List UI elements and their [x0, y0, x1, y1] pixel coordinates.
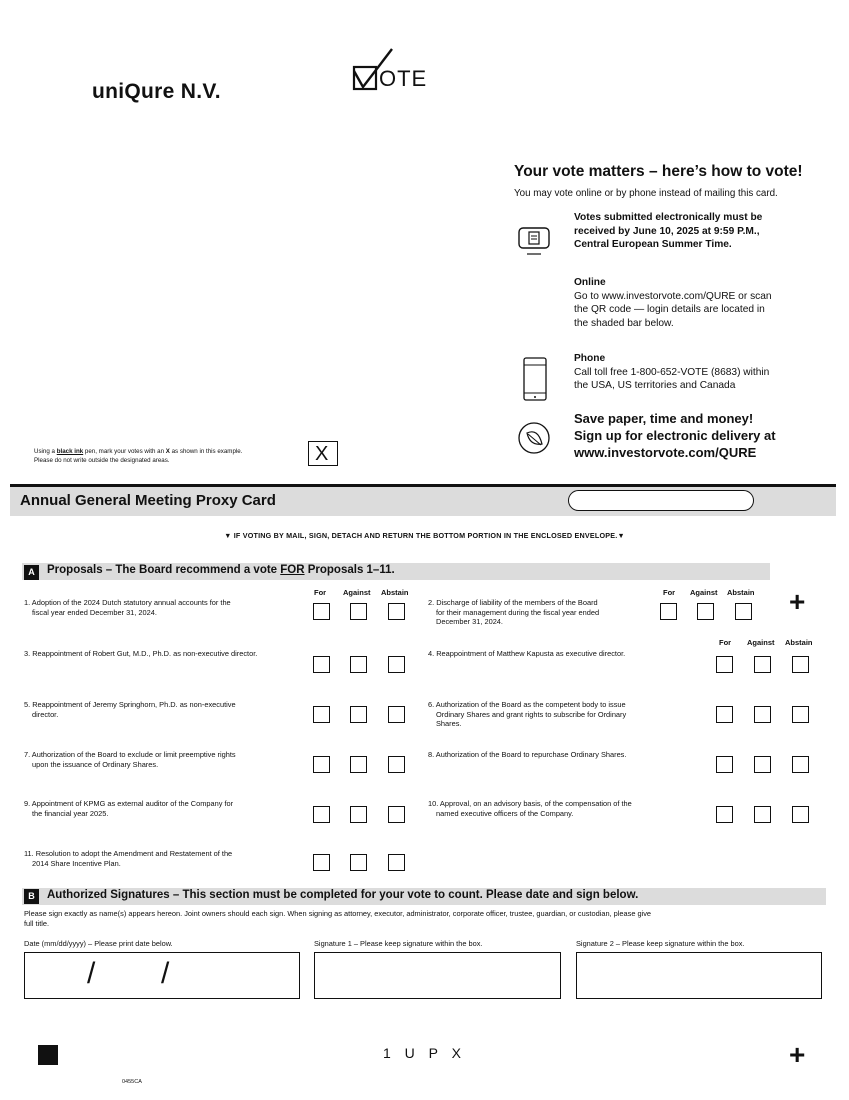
marking-instructions: Using a black ink pen, mark your votes with an X as shown in this example. Please do not write outside the designated areas. — [34, 448, 304, 465]
company-name: uniQure N.V. — [92, 80, 221, 103]
proposal-5: 5. Reappointment of Jeremy Springhorn, Ph.D. as non-executive director. — [24, 700, 236, 719]
vote-info-title: Your vote matters – here’s how to vote! — [514, 163, 803, 180]
col-against: Against — [690, 588, 718, 597]
vote-logo-text: OTE — [379, 66, 428, 91]
proposal-11-against-checkbox[interactable] — [350, 854, 367, 871]
proposal-6: 6. Authorization of the Board as the competent body to issue Ordinary Shares and grant rights to subscribe for Ordinary Shares. — [428, 700, 627, 728]
online-heading: Online — [574, 277, 606, 288]
deadline-notice — [574, 211, 824, 252]
proposal-2-against-checkbox[interactable] — [697, 603, 714, 620]
proposal-3-against-checkbox[interactable] — [350, 656, 367, 673]
proposal-10: 10. Approval, on an advisory basis, of the compensation of the named executive officers of the Company. — [428, 799, 632, 818]
proposal-7: 7. Authorization of the Board to exclude or limit preemptive rights upon the issuance of Ordinary Shares. — [24, 750, 236, 769]
proposal-6-abstain-checkbox[interactable] — [792, 706, 809, 723]
proposal-9-abstain-checkbox[interactable] — [388, 806, 405, 823]
proposal-8-against-checkbox[interactable] — [754, 756, 771, 773]
proposal-5-abstain-checkbox[interactable] — [388, 706, 405, 723]
proposal-9-for-checkbox[interactable] — [313, 806, 330, 823]
proposal-2-abstain-checkbox[interactable] — [735, 603, 752, 620]
signature-2-box[interactable] — [576, 952, 822, 999]
date-separator: / — [161, 957, 170, 990]
proposal-8: 8. Authorization of the Board to repurchase Ordinary Shares. — [428, 750, 627, 759]
proposal-6-against-checkbox[interactable] — [754, 706, 771, 723]
col-for: For — [719, 638, 732, 647]
proposal-7-for-checkbox[interactable] — [313, 756, 330, 773]
proposal-10-abstain-checkbox[interactable] — [792, 806, 809, 823]
date-separator: / — [87, 957, 96, 990]
online-line: the shaded bar below. — [574, 317, 674, 329]
save-line: Save paper, time and money! — [574, 411, 754, 426]
form-id: 0455CA — [122, 1079, 142, 1085]
signature-1-box[interactable] — [314, 952, 561, 999]
proposal-1-abstain-checkbox[interactable] — [388, 603, 405, 620]
fold-notice: ▼ IF VOTING BY MAIL, SIGN, DETACH AND RETURN THE BOTTOM PORTION IN THE ENCLOSED ENVELOPE.▼ — [224, 531, 625, 540]
marking-instructions-line2: Please do not write outside the designated areas. — [34, 456, 170, 464]
proposal-7-against-checkbox[interactable] — [350, 756, 367, 773]
signature-instructions: Please sign exactly as name(s) appears hereon. Joint owners should each sign. When signing as attorney, executor, administrator, corporate officer, trustee, guardian, or custodian, please give full title. — [24, 909, 652, 928]
col-for: For — [314, 588, 327, 597]
signature-2-label: Signature 2 – Please keep signature within the box. — [576, 939, 745, 948]
section-b-title: Authorized Signatures – This section must be completed for your vote to count. Please date and sign below. — [47, 889, 639, 901]
proposal-4-for-checkbox[interactable] — [716, 656, 733, 673]
section-a-letter: A — [24, 565, 39, 580]
deadline-line: Votes submitted electronically must be — [574, 212, 763, 223]
plus-icon: + — [789, 1039, 806, 1070]
proposal-5-for-checkbox[interactable] — [313, 706, 330, 723]
proposal-3-abstain-checkbox[interactable] — [388, 656, 405, 673]
proposal-9-against-checkbox[interactable] — [350, 806, 367, 823]
proposal-1-against-checkbox[interactable] — [350, 603, 367, 620]
deadline-line: received by June 10, 2025 at 9:59 P.M., — [574, 225, 760, 237]
proposal-1: 1. Adoption of the 2024 Dutch statutory annual accounts for the fiscal year ended December 31, 2024. — [24, 598, 231, 617]
computer-icon — [516, 222, 552, 258]
online-instructions — [574, 276, 824, 330]
proposal-11-abstain-checkbox[interactable] — [388, 854, 405, 871]
electronic-delivery-notice — [574, 410, 834, 461]
phone-line: the USA, US territories and Canada — [574, 380, 736, 391]
proposal-3-for-checkbox[interactable] — [313, 656, 330, 673]
vote-logo — [352, 47, 442, 97]
vote-info-subtitle: You may vote online or by phone instead of mailing this card. — [514, 188, 778, 199]
date-input[interactable] — [24, 952, 300, 999]
save-line[interactable]: www.investorvote.com/QURE — [574, 445, 757, 460]
example-mark-box — [308, 441, 338, 466]
proposal-8-for-checkbox[interactable] — [716, 756, 733, 773]
section-a-title: Proposals – The Board recommend a vote FOR Proposals 1–11. — [47, 564, 395, 576]
proposal-4: 4. Reappointment of Matthew Kapusta as executive director. — [428, 649, 626, 658]
proposal-2-for-checkbox[interactable] — [660, 603, 677, 620]
proposal-3: 3. Reappointment of Robert Gut, M.D., Ph.D. as non-executive director. — [24, 649, 258, 658]
phone-line: Call toll free 1-800-652-VOTE (8683) within — [574, 366, 770, 378]
online-line: the QR code — login details are located in — [574, 304, 765, 315]
proposal-10-against-checkbox[interactable] — [754, 806, 771, 823]
phone-instructions — [574, 352, 824, 393]
plus-icon: + — [789, 586, 806, 617]
deadline-line: Central European Summer Time. — [574, 239, 732, 250]
section-b-letter: B — [24, 889, 39, 904]
form-code: 1 U P X — [383, 1045, 466, 1061]
col-against: Against — [343, 588, 371, 597]
signature-1-label: Signature 1 – Please keep signature within the box. — [314, 939, 483, 948]
proposal-5-against-checkbox[interactable] — [350, 706, 367, 723]
proposal-2: 2. Discharge of liability of the members of the Board for their management during the fiscal year ended December 31, 2024. — [428, 598, 600, 626]
col-abstain: Abstain — [381, 588, 409, 597]
phone-icon — [516, 356, 552, 402]
proposal-6-for-checkbox[interactable] — [716, 706, 733, 723]
col-against: Against — [747, 638, 775, 647]
date-label: Date (mm/dd/yyyy) – Please print date below. — [24, 939, 173, 948]
proposal-4-abstain-checkbox[interactable] — [792, 656, 809, 673]
proposal-8-abstain-checkbox[interactable] — [792, 756, 809, 773]
proposal-11: 11. Resolution to adopt the Amendment and Restatement of the 2014 Share Incentive Plan. — [24, 849, 233, 868]
proposal-1-for-checkbox[interactable] — [313, 603, 330, 620]
leaf-icon — [516, 420, 552, 456]
col-abstain: Abstain — [785, 638, 813, 647]
proposal-11-for-checkbox[interactable] — [313, 854, 330, 871]
proposal-4-against-checkbox[interactable] — [754, 656, 771, 673]
black-ink-text: black ink — [56, 448, 84, 455]
example-x-mark: X — [315, 443, 329, 465]
save-line: Sign up for electronic delivery at — [574, 428, 776, 443]
phone-heading: Phone — [574, 353, 606, 364]
login-code-field — [568, 490, 754, 511]
proposal-10-for-checkbox[interactable] — [716, 806, 733, 823]
col-for: For — [663, 588, 676, 597]
proposal-7-abstain-checkbox[interactable] — [388, 756, 405, 773]
online-line[interactable]: Go to www.investorvote.com/QURE or scan — [574, 290, 772, 302]
col-abstain: Abstain — [727, 588, 755, 597]
proposal-9: 9. Appointment of KPMG as external auditor of the Company for the financial year 2025. — [24, 799, 234, 818]
card-title: Annual General Meeting Proxy Card — [20, 492, 276, 509]
